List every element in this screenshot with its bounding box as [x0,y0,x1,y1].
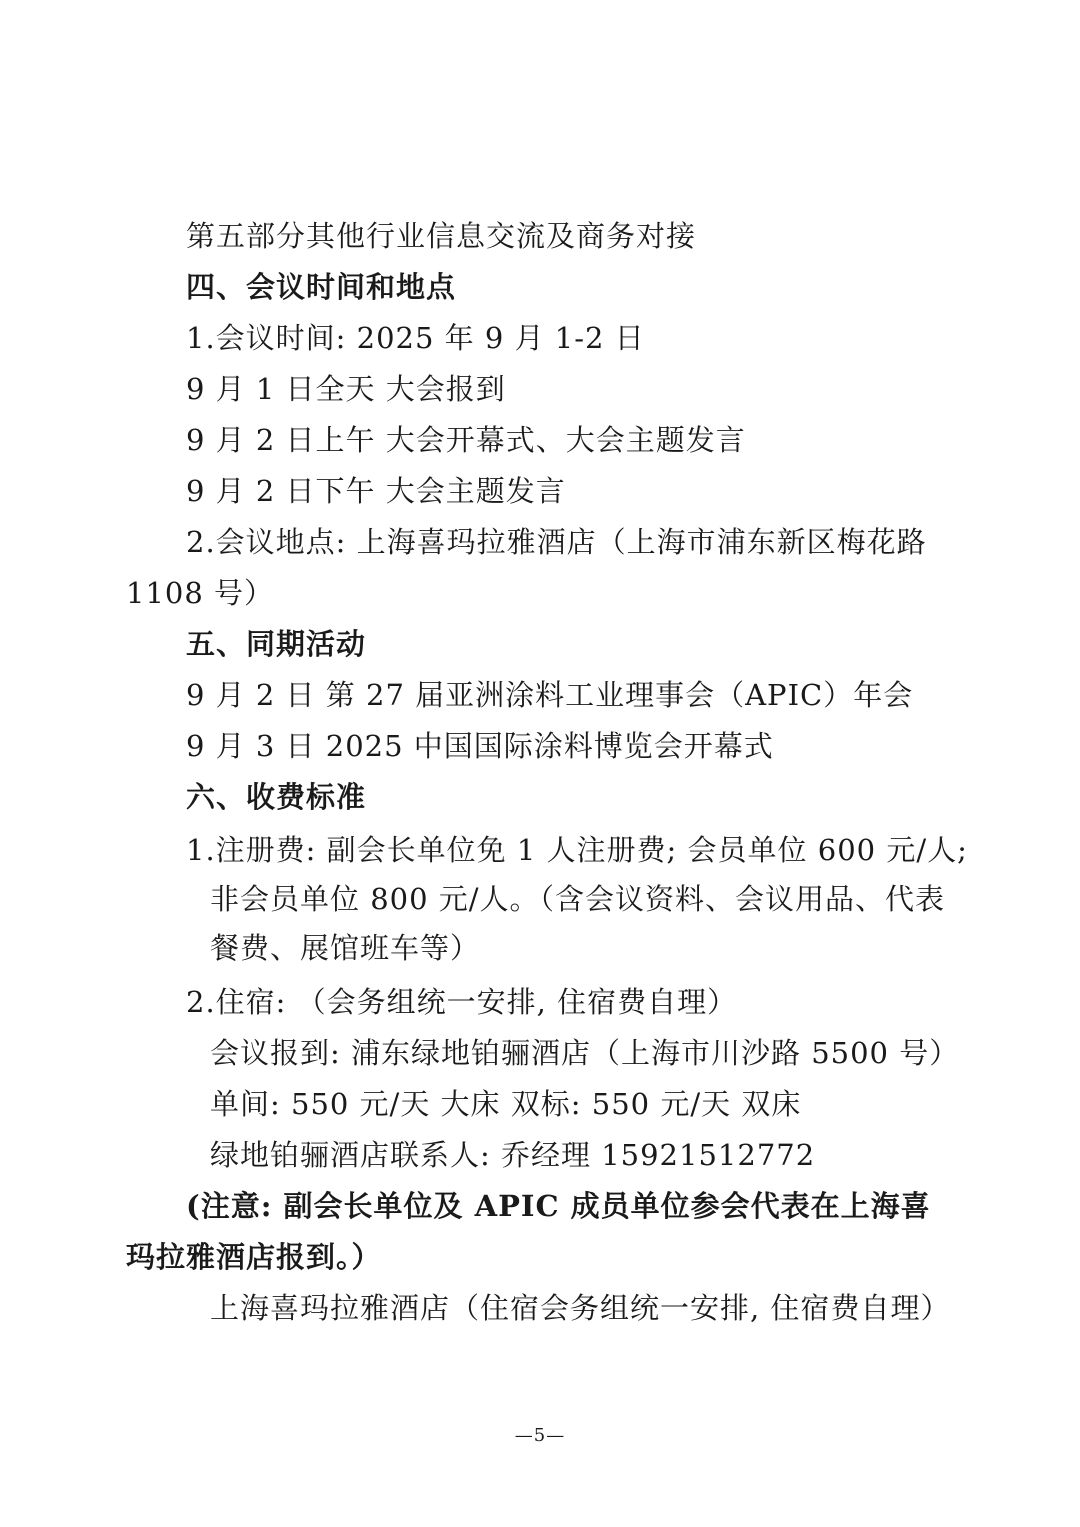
meeting-time: 1.会议时间: 2025 年 9 月 1-2 日 [186,321,645,355]
fee-registration-cont2: 餐费、展馆班车等） [210,931,481,965]
heading-meeting-time-place: 四、会议时间和地点 [186,270,457,304]
activity-expo: 9 月 3 日 2025 中国国际涂料博览会开幕式 [186,729,774,763]
schedule-day2-afternoon: 9 月 2 日下午 大会主题发言 [186,474,566,508]
page-number: —5— [514,1425,566,1446]
hotel-himalaya: 上海喜玛拉雅酒店（住宿会务组统一安排, 住宿费自理） [210,1291,951,1325]
meeting-place: 2.会议地点: 上海喜玛拉雅酒店（上海市浦东新区梅花路 [186,525,927,559]
meeting-place-cont: 1108 号） [126,576,275,610]
activity-apic: 9 月 2 日 第 27 届亚洲涂料工业理事会（APIC）年会 [186,678,914,712]
note-cont: 玛拉雅酒店报到。） [126,1240,382,1274]
schedule-day2-morning: 9 月 2 日上午 大会开幕式、大会主题发言 [186,423,746,457]
heading-concurrent-activities: 五、同期活动 [186,627,367,661]
fee-accommodation: 2.住宿: （会务组统一安排, 住宿费自理） [186,985,738,1019]
accommodation-rates: 单间: 550 元/天 大床 双标: 550 元/天 双床 [210,1087,802,1121]
fee-registration: 1.注册费: 副会长单位免 1 人注册费; 会员单位 600 元/人; [186,833,968,867]
heading-fees: 六、收费标准 [186,780,367,814]
paragraph-part-five: 第五部分其他行业信息交流及商务对接 [186,219,697,253]
accommodation-hotel: 会议报到: 浦东绿地铂骊酒店（上海市川沙路 5500 号） [210,1036,960,1070]
fee-registration-cont: 非会员单位 800 元/人。（含会议资料、会议用品、代表 [210,882,946,916]
schedule-day1: 9 月 1 日全天 大会报到 [186,372,506,406]
accommodation-contact: 绿地铂骊酒店联系人: 乔经理 15921512772 [210,1138,816,1172]
note: (注意: 副会长单位及 APIC 成员单位参会代表在上海喜 [186,1189,931,1223]
